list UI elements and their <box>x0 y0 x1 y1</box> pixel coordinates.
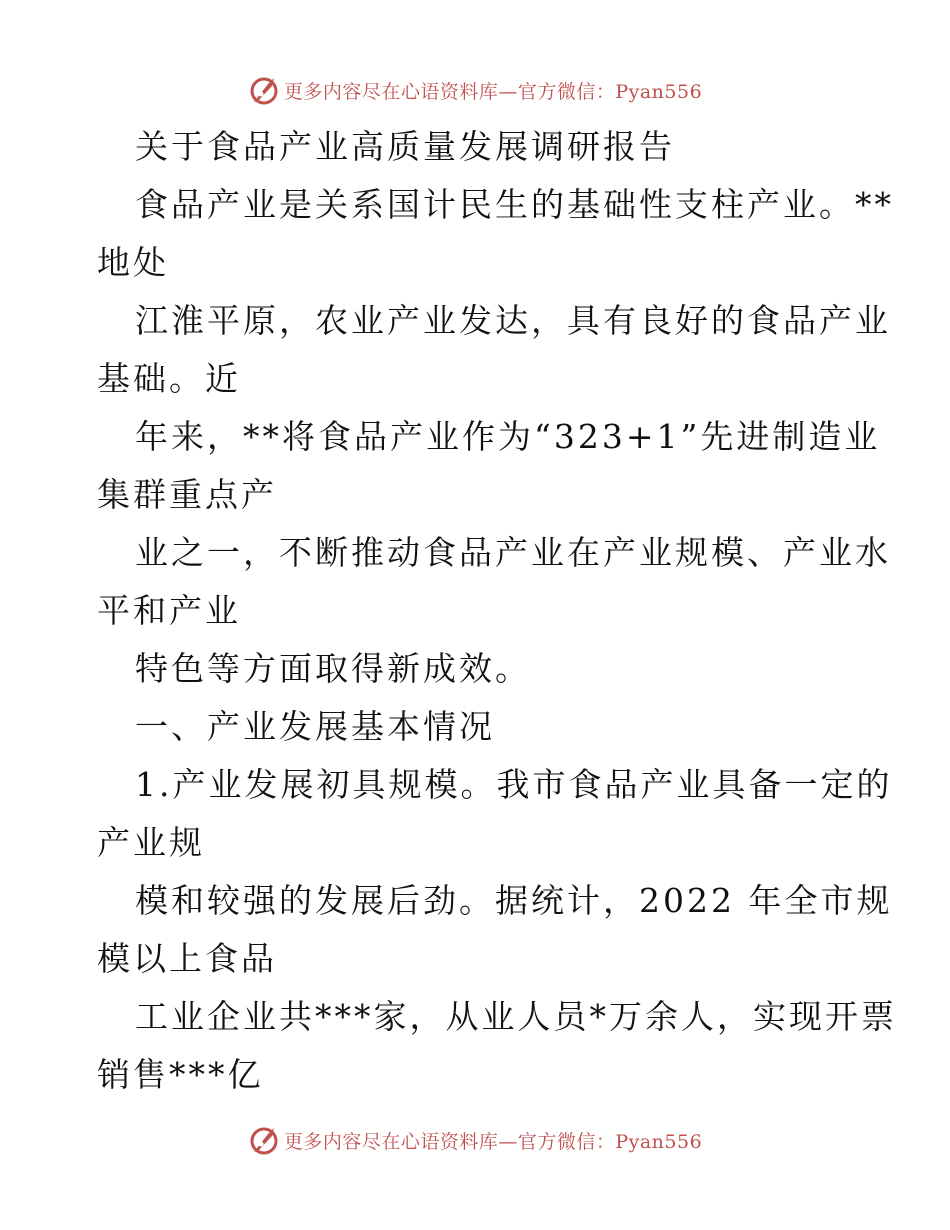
banner-text: 更多内容尽在心语资料库—官方微信：Pyan556 <box>283 80 703 103</box>
text-line: 1.产业发展初具规模。我市食品产业具备一定的 <box>135 765 893 804</box>
text-line: 特色等方面取得新成效。 <box>135 649 531 688</box>
text-line: 销售***亿 <box>97 1055 264 1094</box>
text-line: 基础。近 <box>97 359 241 398</box>
document-body <box>97 118 897 1104</box>
text-line: 平和产业 <box>97 591 241 630</box>
text-line: 业之一，不断推动食品产业在产业规模、产业水 <box>135 533 891 572</box>
banner-text: 更多内容尽在心语资料库—官方微信：Pyan556 <box>283 1130 703 1153</box>
quill-pen-logo-icon <box>248 74 280 106</box>
header-banner[interactable] <box>0 70 950 110</box>
text-line: 模以上食品 <box>97 939 277 978</box>
text-line: 关于食品产业高质量发展调研报告 <box>135 127 675 166</box>
text-line: 集群重点产 <box>97 475 277 514</box>
text-line: 产业规 <box>97 823 205 862</box>
text-line: 模和较强的发展后劲。据统计，2022 年全市规 <box>135 881 893 920</box>
text-line: 江淮平原，农业产业发达，具有良好的食品产业 <box>135 301 891 340</box>
text-line: 年来，**将食品产业作为“323+1”先进制造业 <box>135 417 881 456</box>
text-line: 工业企业共***家，从业人员*万余人，实现开票 <box>135 997 897 1036</box>
text-line: 地处 <box>97 243 169 282</box>
quill-pen-logo-icon <box>248 1124 280 1156</box>
footer-banner[interactable] <box>0 1120 950 1160</box>
text-line: 一、产业发展基本情况 <box>135 707 495 746</box>
text-line: 食品产业是关系国计民生的基础性支柱产业。** <box>135 185 894 224</box>
